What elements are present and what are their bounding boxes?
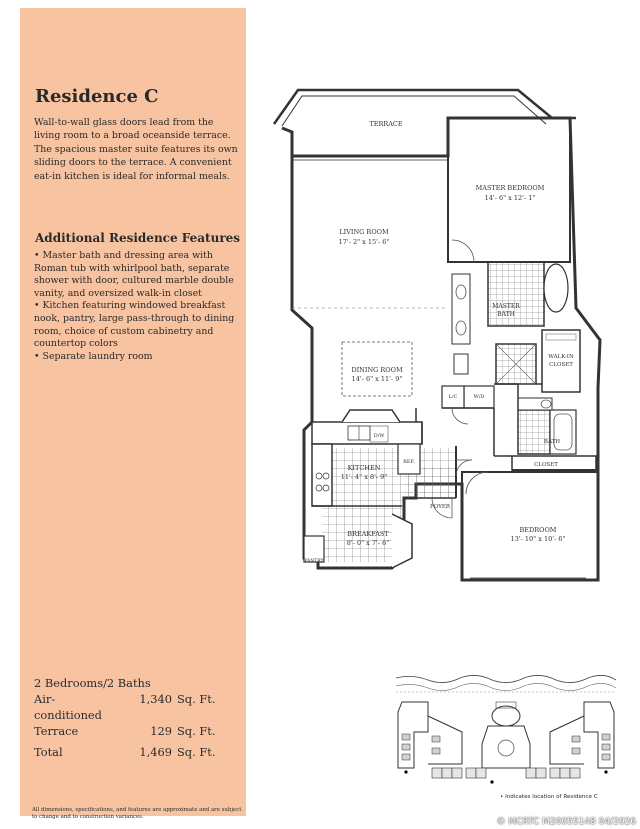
master-vanity	[452, 274, 470, 344]
breakfast-bay	[392, 514, 412, 568]
living-room-dim: 17'- 2" x 15'- 6"	[338, 238, 390, 246]
ac-label: Air-conditioned	[34, 692, 102, 722]
watermark: © MCRTC M20055148 04/2026	[496, 817, 636, 827]
total-label: Total	[34, 745, 63, 759]
feature-item: • Master bath and dressing area with Roman tub with whirlpool bath, separate shower with door, cultured marble double vanity, and oversized walk-in closet	[34, 250, 239, 300]
walk-in-closet	[542, 330, 580, 392]
terrace-value: 129	[150, 724, 172, 738]
description-panel	[20, 8, 246, 820]
kitchen-label: KITCHEN	[347, 464, 381, 472]
bedroom-door	[466, 472, 488, 494]
bath-label: BATH	[543, 439, 561, 445]
hall-door	[456, 460, 472, 476]
master-bedroom-label: MASTER BEDROOM	[475, 184, 545, 192]
terrace-row	[34, 723, 234, 739]
master-bath-label: MASTER	[492, 303, 520, 310]
floor-plan	[256, 84, 606, 589]
breakfast-dim: 8'- 0" x 7'- 6"	[346, 539, 390, 547]
bedroom-dim: 13'- 10" x 10'- 6"	[510, 535, 566, 543]
dining-room-label: DINING ROOM	[351, 366, 403, 374]
linen-label: L/C	[448, 394, 458, 400]
bedroom-label: BEDROOM	[519, 526, 557, 534]
total-unit: Sq. Ft.	[177, 745, 216, 759]
feature-item: • Kitchen featuring windowed breakfast nook, pantry, large pass-through to dining room, choice of custom cabinetry and countertop colors	[34, 300, 239, 350]
dw-label: D/W	[373, 433, 385, 439]
terrace-label: TERRACE	[369, 120, 403, 128]
living-room-label: LIVING ROOM	[339, 228, 389, 236]
residence-marker	[404, 770, 407, 773]
washer-label: W/D	[473, 394, 485, 400]
bedroom-closet-label: CLOSET	[534, 462, 558, 468]
terrace-label: Terrace	[34, 724, 79, 738]
master-bedroom-dim: 14'- 6" x 12'- 1"	[484, 194, 536, 202]
center-tower	[482, 726, 530, 768]
dune-line	[396, 675, 616, 682]
features-heading: Additional Residence Features	[35, 231, 241, 245]
features-list	[34, 250, 239, 363]
intro-paragraph: Wall-to-wall glass doors lead from the living room to a broad oceanside terrace. The spacious master suite features its own sliding doors to the terrace. A convenient eat-in kitchen is ideal for informal meals.	[34, 117, 238, 182]
dining-room-dim: 14'- 6" x 11'- 9"	[351, 375, 403, 383]
kitchen-window-bay	[342, 410, 400, 422]
second-bath-floor	[518, 410, 550, 454]
master-toilet	[454, 354, 468, 374]
bedrooms-baths: 2 Bedrooms/2 Baths	[34, 676, 151, 690]
disclaimer: All dimensions, specifications, and features are approximate and are subject to change and to construction variances.	[32, 807, 242, 820]
residence-marker	[604, 770, 607, 773]
area-summary	[34, 675, 234, 760]
ac-unit: Sq. Ft.	[177, 692, 216, 706]
residence-title: Residence C	[35, 86, 159, 107]
master-bath-label-2: BATH	[497, 311, 515, 318]
kitchen-dim: 11'- 4" x 8'- 9"	[340, 473, 388, 481]
terrace-unit: Sq. Ft.	[177, 724, 216, 738]
roman-tub	[544, 264, 568, 312]
site-plan	[392, 672, 620, 792]
total-row	[34, 744, 234, 760]
site-caption: • Indicates location of Residence C	[500, 794, 598, 800]
kitchen-counter-top	[312, 422, 422, 444]
ref-label: REF.	[403, 459, 415, 465]
pantry-label: PANTRY	[304, 559, 324, 564]
residence-marker	[490, 780, 493, 783]
walk-in-label: WALK-IN	[548, 354, 574, 360]
ac-value: 1,340	[139, 692, 172, 706]
ac-row	[34, 691, 234, 723]
foyer-label: FOYER	[429, 504, 451, 510]
terrace-inner	[282, 96, 546, 126]
unit-row	[432, 768, 580, 778]
total-value: 1,469	[139, 745, 172, 759]
walk-in-closet-label: CLOSET	[549, 362, 573, 368]
feature-item: • Separate laundry room	[34, 351, 239, 364]
pool	[492, 706, 520, 726]
breakfast-label: BREAKFAST	[347, 530, 389, 538]
master-bedroom-door	[452, 240, 474, 262]
